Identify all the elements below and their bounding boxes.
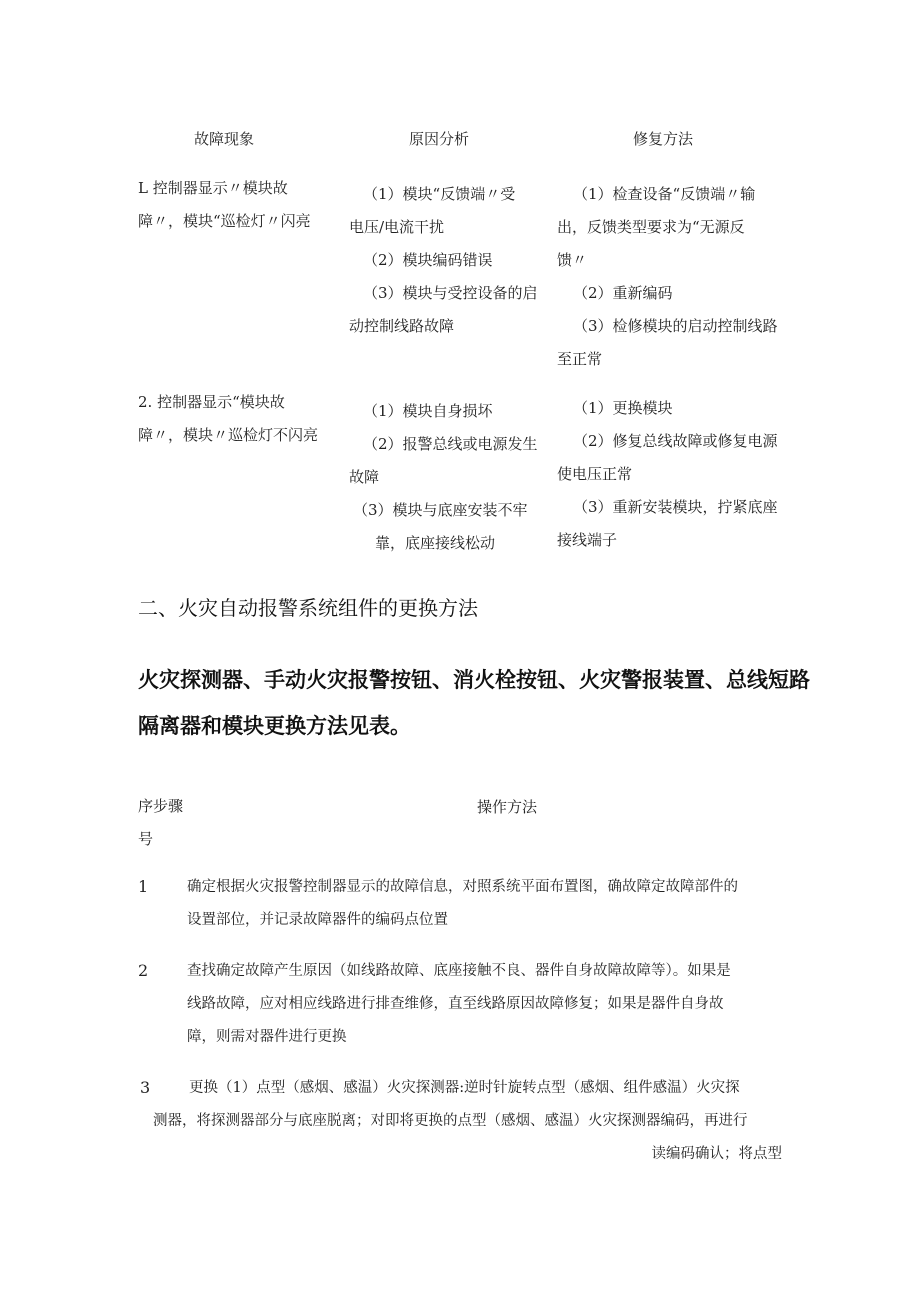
fault-row-2-phenomenon	[138, 386, 318, 452]
text-line: 靠，底座接线松动	[375, 534, 496, 552]
text-line: 至正常	[557, 350, 603, 368]
text-line: （3）检修模块的启动控制线路	[573, 317, 778, 335]
header-phenomenon: 故障现象	[194, 130, 255, 148]
text-line: L 控制器显示〃模块故	[138, 179, 288, 197]
text-line: 故障	[349, 468, 380, 486]
step-number: 3	[140, 1078, 151, 1097]
fault-row-2-cause	[349, 395, 538, 560]
text-line: 出，反馈类型要求为“无源反	[557, 218, 745, 236]
text-line: 号	[138, 830, 154, 848]
text-line: 接线端子	[557, 531, 618, 549]
text-line: （2）修复总线故障或修复电源	[573, 432, 778, 450]
text-line: 设置部位，并记录故障器件的编码点位置	[187, 912, 448, 928]
header-cause: 原因分析	[409, 130, 470, 148]
text-line: （2）报警总线或电源发生	[363, 435, 538, 453]
header-repair: 修复方法	[633, 130, 694, 148]
text-line: （3）模块与受控设备的启	[363, 284, 538, 302]
text-line: 序步骤	[138, 797, 184, 815]
intro-line: 隔离器和模块更换方法见表。	[138, 714, 411, 738]
step-text	[187, 871, 738, 937]
fault-row-1-cause	[349, 178, 538, 343]
text-line: （2）模块编码错误	[363, 251, 493, 269]
text-line: （1）检查设备“反馈端〃输	[573, 185, 756, 203]
text-line: 电压/电流干扰	[349, 218, 445, 236]
text-line: 障，则需对器件进行更换	[187, 1029, 347, 1045]
fault-row-1-repair	[557, 178, 778, 376]
fault-row-1-phenomenon	[138, 172, 311, 238]
step-text-line-3: 读编码确认；将点型	[651, 1146, 782, 1162]
text-line: （3）模块与底座安装不牢	[353, 501, 528, 519]
text-line: （3）重新安装模块，拧紧底座	[573, 498, 778, 516]
text-line: 查找确定故障产生原因（如线路故障、底座接触不良、器件自身故障故障等）。如果是	[187, 963, 731, 979]
text-line: （1）模块自身损坏	[363, 402, 493, 420]
section-heading: 二、火灾自动报警系统组件的更换方法	[138, 596, 478, 620]
steps-header-seq	[138, 790, 183, 856]
text-line: （1）模块“反馈端〃受	[363, 185, 516, 203]
step-number: 2	[138, 961, 149, 980]
step-text-line-2: 测器，将探测器部分与底座脱离；对即将更换的点型（感烟、感温）火灾探测器编码，再进行	[153, 1113, 748, 1129]
text-line: 动控制线路故障	[349, 317, 455, 335]
step-text	[187, 955, 731, 1054]
text-line: 2. 控制器显示“模块故	[138, 393, 285, 411]
intro-line: 火灾探测器、手动火灾报警按钮、消火栓按钮、火灾警报装置、总线短路	[138, 668, 810, 692]
text-line: （1）更换模块	[573, 399, 673, 417]
text-line: （2）重新编码	[573, 284, 673, 302]
text-line: 障〃，模块〃巡检灯不闪亮	[138, 426, 319, 444]
text-line: 线路故障，应对相应线路进行排查维修，直至线路原因故障修复；如果是器件自身故	[187, 996, 724, 1012]
step-text-line-1: 更换（1）点型（感烟、感温）火灾探测器:逆时针旋转点型（感烟、组件感温）火灾探	[189, 1080, 740, 1096]
fault-row-2-repair	[557, 392, 778, 557]
steps-header-method: 操作方法	[477, 798, 538, 816]
text-line: 障〃，模块“巡检灯〃闪亮	[138, 212, 311, 230]
step-number: 1	[138, 877, 149, 896]
text-line: 馈〃	[557, 251, 588, 269]
intro-paragraph	[138, 657, 810, 749]
text-line: 确定根据火灾报警控制器显示的故障信息，对照系统平面布置图，确故障定故障部件的	[187, 879, 738, 895]
text-line: 使电压正常	[557, 465, 633, 483]
